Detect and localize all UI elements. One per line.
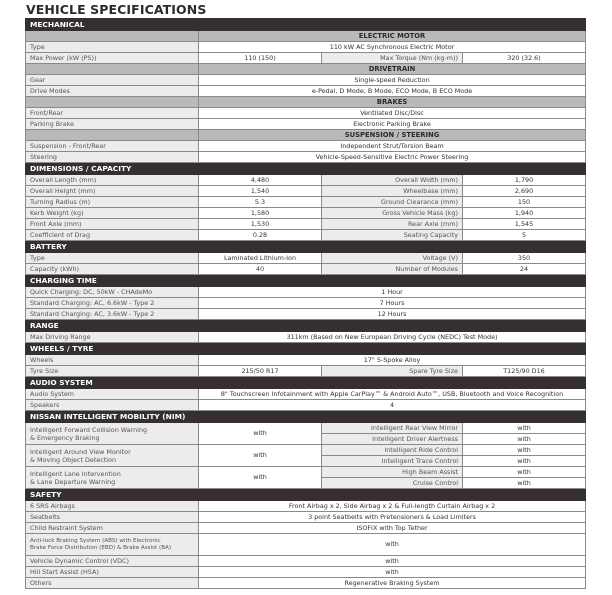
spec-label: Coefficient of Drag <box>26 230 199 241</box>
spec-row <box>26 230 586 241</box>
spec-label: Audio System <box>26 389 199 400</box>
spec-row <box>26 389 586 400</box>
label-line: Intelligent Lane Intervention <box>30 469 121 478</box>
spec-label: Capacity (kWh) <box>26 264 199 275</box>
spec-label: 6 SRS Airbags <box>26 501 199 512</box>
spec-value: ISOFIX with Top Tether <box>199 523 586 534</box>
spec-label: Drive Modes <box>26 86 199 97</box>
spec-value: 350 <box>463 253 586 264</box>
section-dimensions <box>26 163 586 175</box>
blank-cell <box>26 97 199 108</box>
label-line: Brake Force Distribution (EBD) & Brake Assist (BA) <box>30 544 172 551</box>
spec-value: 1,790 <box>463 175 586 186</box>
spec-label: Max Power (kW (PS)) <box>26 53 199 64</box>
spec-value: Single-speed Reduction <box>199 75 586 86</box>
spec-row <box>26 219 586 230</box>
subsection-drivetrain <box>26 64 586 75</box>
spec-label: Spare Tyre Size <box>322 366 463 377</box>
spec-value: 2,690 <box>463 186 586 197</box>
spec-value: e-Pedal, D Mode, B Mode, ECO Mode, B ECO Mode <box>199 86 586 97</box>
subsection-electric-motor <box>26 31 586 42</box>
spec-label: Speakers <box>26 400 199 411</box>
section-header: BATTERY <box>26 241 586 253</box>
spec-value: 17" 5-Spoke Alloy <box>199 355 586 366</box>
spec-label: Intelligent Driver Alertness <box>322 434 463 445</box>
section-header: RANGE <box>26 320 586 332</box>
spec-row <box>26 534 586 556</box>
spec-label: Overall Height (mm) <box>26 186 199 197</box>
spec-row <box>26 523 586 534</box>
spec-label: Wheels <box>26 355 199 366</box>
spec-label <box>26 467 199 489</box>
spec-value: with <box>463 434 586 445</box>
spec-value: 1,540 <box>199 186 322 197</box>
section-header: NISSAN INTELLIGENT MOBILITY (NIM) <box>26 411 586 423</box>
spec-label: Overall Length (mm) <box>26 175 199 186</box>
spec-label <box>26 534 199 556</box>
spec-label: Hill Start Assist (HSA) <box>26 567 199 578</box>
spec-row <box>26 309 586 320</box>
spec-value: 1,580 <box>199 208 322 219</box>
section-audio-system <box>26 377 586 389</box>
spec-row <box>26 186 586 197</box>
spec-value: 0.28 <box>199 230 322 241</box>
blank-cell <box>26 130 199 141</box>
vehicle-spec-table <box>25 18 586 589</box>
spec-label: Max Torque (Nm (kg-m)) <box>322 53 463 64</box>
spec-row <box>26 42 586 53</box>
spec-label <box>26 445 199 467</box>
spec-value: Independent Strut/Torsion Beam <box>199 141 586 152</box>
label-line: Intelligent Forward Collision Warning <box>30 425 148 434</box>
spec-label: Front Axle (mm) <box>26 219 199 230</box>
spec-value: 5 <box>463 230 586 241</box>
spec-value: with <box>463 423 586 434</box>
label-line: Intelligent Around View Monitor <box>30 447 131 456</box>
spec-row <box>26 512 586 523</box>
section-wheels-tyre <box>26 343 586 355</box>
spec-value: 311km (Based on New European Driving Cycle (NEDC) Test Mode) <box>199 332 586 343</box>
spec-label: Front/Rear <box>26 108 199 119</box>
spec-value: Vehicle-Speed-Sensitive Electric Power Steering <box>199 152 586 163</box>
spec-row <box>26 355 586 366</box>
blank-cell <box>26 31 199 42</box>
spec-row <box>26 298 586 309</box>
section-header: MECHANICAL <box>26 19 586 31</box>
spec-value: with <box>199 423 322 445</box>
spec-label: Child Restraint System <box>26 523 199 534</box>
section-mechanical <box>26 19 586 31</box>
spec-value: 1 Hour <box>199 287 586 298</box>
section-charging-time <box>26 275 586 287</box>
section-header: SAFETY <box>26 489 586 501</box>
spec-label: Intelligent Ride Control <box>322 445 463 456</box>
subsection-header: BRAKES <box>199 97 586 108</box>
spec-label: Type <box>26 42 199 53</box>
spec-row <box>26 253 586 264</box>
spec-label: Standard Charging: AC, 6.6kW - Type 2 <box>26 298 199 309</box>
spec-row <box>26 400 586 411</box>
spec-value: Front Airbag x 2, Side Airbag x 2 & Full-length Curtain Airbag x 2 <box>199 501 586 512</box>
subsection-header: DRIVETRAIN <box>199 64 586 75</box>
spec-row <box>26 197 586 208</box>
spec-label: Intelligent Trace Control <box>322 456 463 467</box>
spec-value: Regenerative Braking System <box>199 578 586 589</box>
spec-value: 12 Hours <box>199 309 586 320</box>
spec-value: Ventilated Disc/Disc <box>199 108 586 119</box>
spec-value: 40 <box>199 264 322 275</box>
spec-row <box>26 556 586 567</box>
spec-row <box>26 423 586 434</box>
spec-row <box>26 264 586 275</box>
section-header: AUDIO SYSTEM <box>26 377 586 389</box>
spec-label: Parking Brake <box>26 119 199 130</box>
subsection-header: SUSPENSION / STEERING <box>199 130 586 141</box>
spec-label: Rear Axle (mm) <box>322 219 463 230</box>
spec-row <box>26 208 586 219</box>
spec-row <box>26 501 586 512</box>
spec-value: with <box>199 534 586 556</box>
spec-label <box>26 423 199 445</box>
spec-row <box>26 467 586 478</box>
spec-label: Gross Vehicle Mass (kg) <box>322 208 463 219</box>
subsection-header: ELECTRIC MOTOR <box>199 31 586 42</box>
section-header: WHEELS / TYRE <box>26 343 586 355</box>
spec-label: High Beam Assist <box>322 467 463 478</box>
spec-value: 24 <box>463 264 586 275</box>
spec-value: 7 Hours <box>199 298 586 309</box>
spec-value: 320 (32.6) <box>463 53 586 64</box>
spec-label: Max Driving Range <box>26 332 199 343</box>
spec-row <box>26 567 586 578</box>
spec-label: Seatbelts <box>26 512 199 523</box>
spec-row <box>26 445 586 456</box>
spec-label: Gear <box>26 75 199 86</box>
spec-row <box>26 366 586 377</box>
spec-value: 1,940 <box>463 208 586 219</box>
label-line: & Lane Departure Warning <box>30 477 116 486</box>
page-title: VEHICLE SPECIFICATIONS <box>26 2 207 17</box>
spec-label: Others <box>26 578 199 589</box>
spec-value: 215/50 R17 <box>199 366 322 377</box>
spec-value: 8" Touchscreen Infotainment with Apple CarPlay™ & Android Auto™, USB, Bluetooth and Voice Recognition <box>199 389 586 400</box>
spec-value: 4,480 <box>199 175 322 186</box>
spec-label: Intelligent Rear View Mirror <box>322 423 463 434</box>
spec-row <box>26 175 586 186</box>
spec-label: Cruise Control <box>322 478 463 489</box>
spec-label: Suspension - Front/Rear <box>26 141 199 152</box>
spec-row <box>26 86 586 97</box>
spec-label: Quick Charging: DC, 50kW - CHAdeMo <box>26 287 199 298</box>
section-header: DIMENSIONS / CAPACITY <box>26 163 586 175</box>
spec-label: Kerb Weight (kg) <box>26 208 199 219</box>
section-range <box>26 320 586 332</box>
spec-value: Laminated Lithium-Ion <box>199 253 322 264</box>
spec-value: with <box>463 478 586 489</box>
subsection-suspension-steering <box>26 130 586 141</box>
spec-label: Vehicle Dynamic Control (VDC) <box>26 556 199 567</box>
section-nim <box>26 411 586 423</box>
spec-value: 1,530 <box>199 219 322 230</box>
spec-row <box>26 152 586 163</box>
spec-row <box>26 119 586 130</box>
spec-value: 150 <box>463 197 586 208</box>
section-battery <box>26 241 586 253</box>
spec-value: with <box>463 456 586 467</box>
spec-row <box>26 108 586 119</box>
blank-cell <box>26 64 199 75</box>
spec-label: Tyre Size <box>26 366 199 377</box>
spec-label: Seating Capacity <box>322 230 463 241</box>
spec-value: 5.3 <box>199 197 322 208</box>
spec-row <box>26 287 586 298</box>
label-line: Anti-lock Braking System (ABS) with Electronic <box>30 537 161 544</box>
label-line: & Emergency Braking <box>30 433 100 442</box>
spec-value: 1,545 <box>463 219 586 230</box>
subsection-brakes <box>26 97 586 108</box>
spec-label: Wheelbase (mm) <box>322 186 463 197</box>
spec-row <box>26 141 586 152</box>
spec-label: Turning Radius (m) <box>26 197 199 208</box>
spec-label: Voltage (V) <box>322 253 463 264</box>
spec-value: 4 <box>199 400 586 411</box>
spec-value: with <box>199 556 586 567</box>
section-safety <box>26 489 586 501</box>
spec-value: 110 (150) <box>199 53 322 64</box>
spec-value: T125/90 D16 <box>463 366 586 377</box>
spec-label: Standard Charging: AC, 3.6kW - Type 2 <box>26 309 199 320</box>
spec-value: with <box>463 467 586 478</box>
spec-value: Electronic Parking Brake <box>199 119 586 130</box>
spec-row <box>26 332 586 343</box>
section-header: CHARGING TIME <box>26 275 586 287</box>
spec-value: with <box>463 445 586 456</box>
spec-value: with <box>199 567 586 578</box>
spec-value: with <box>199 467 322 489</box>
spec-label: Type <box>26 253 199 264</box>
spec-row <box>26 75 586 86</box>
spec-label: Overall Width (mm) <box>322 175 463 186</box>
spec-row <box>26 53 586 64</box>
spec-value: 3 point Seatbelts with Pretensioners & Load Limiters <box>199 512 586 523</box>
spec-label: Number of Modules <box>322 264 463 275</box>
spec-value: 110 kW AC Synchronous Electric Motor <box>199 42 586 53</box>
spec-label: Steering <box>26 152 199 163</box>
spec-row <box>26 578 586 589</box>
spec-label: Ground Clearance (mm) <box>322 197 463 208</box>
spec-value: with <box>199 445 322 467</box>
label-line: & Moving Object Detection <box>30 455 117 464</box>
